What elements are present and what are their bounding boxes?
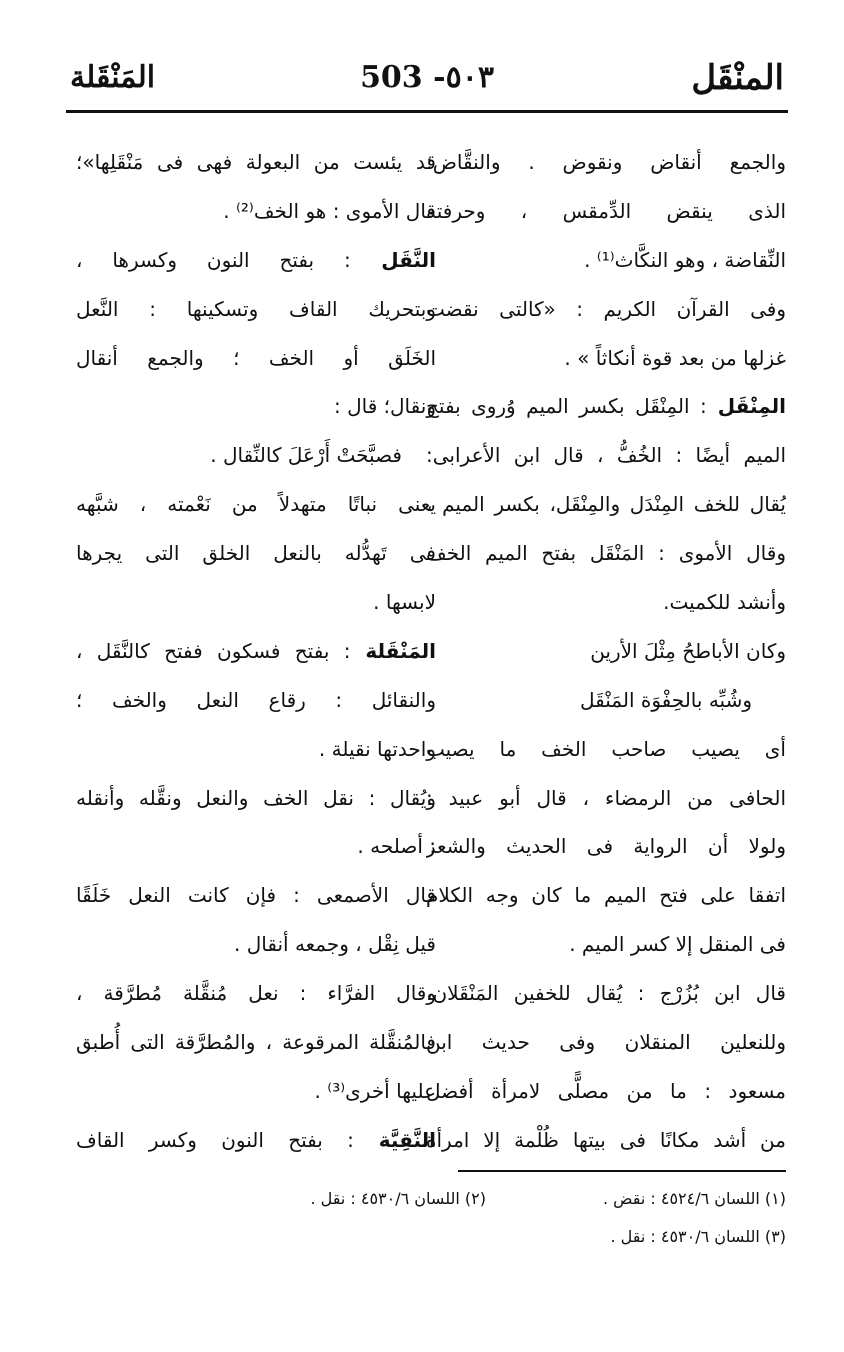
footnote-row bbox=[76, 1180, 786, 1218]
headword: النَّقِيَّة bbox=[353, 1127, 436, 1152]
footnote-row bbox=[76, 1218, 786, 1256]
text-line: فى تَهدُّله بالنعل الخلق التى يجرها bbox=[76, 541, 436, 566]
text-line: عليها أخرى⁽³⁾ . bbox=[314, 1078, 436, 1103]
text-line: يعنى نباتًا متهدلاً من نَعْمته ، شبَّهه bbox=[76, 492, 436, 517]
text-line: غزلها من بعد قوة أنكاثاً » . bbox=[564, 345, 786, 370]
verse-line: فصبَّحَتْ أَرْعَلَ كالنِّقال . bbox=[210, 443, 402, 468]
text-line: من أشد مكانًا فى بيتها ظُلْمة إلا امرأة bbox=[426, 1127, 786, 1152]
text-line: قد يئست من البعولة فهى فى مَنْقَلِها»؛ bbox=[76, 150, 436, 174]
page-number: 503 -٥٠٣ bbox=[360, 60, 494, 95]
footnote-1: (١) اللسان ٤٥٢٤/٦ : نقض . bbox=[602, 1189, 786, 1208]
text-line: فى المنقل إلا كسر الميم . bbox=[569, 932, 786, 957]
text-line: اتفقا على فتح الميم ما كان وجه الكلام bbox=[426, 883, 786, 908]
text-line: ونقال؛ قال : bbox=[334, 394, 436, 419]
text-line: وبتحريك القاف وتسكينها : النَّعل bbox=[76, 296, 436, 321]
text-line: ولولا أن الرواية فى الحديث والشعر bbox=[426, 834, 786, 859]
text-line: وقال الأموى : المَنْقَل بفتح الميم الخف bbox=[426, 541, 786, 566]
text-line: أى يصيب صاحب الخف ما يصيب bbox=[426, 736, 786, 761]
running-head-left: المَنْقَلة bbox=[70, 60, 156, 95]
entry-line: النَّقِيَّة : بفتح النون وكسر القاف bbox=[76, 1127, 436, 1152]
text-line: والنقائل : رقاع النعل والخف ؛ bbox=[76, 687, 436, 712]
footnote-2: (٢) اللسان ٤٥٣٠/٦ : نقل . bbox=[310, 1189, 486, 1208]
entry-line: النَّقَل : بفتح النون وكسرها ، bbox=[76, 247, 436, 272]
right-column bbox=[426, 138, 786, 1165]
entry-line: المِنْقَل : المِنْقَل بكسر الميم وُروى بفتح bbox=[426, 394, 786, 419]
text-line: وللنعلين المنقلان وفى حديث ابن bbox=[426, 1030, 786, 1055]
text-line: : أصلحه . bbox=[357, 834, 436, 859]
text-line: وفى القرآن الكريم : «كالتى نقضت bbox=[426, 296, 786, 321]
text-line: والجمع أنقاض ونقوض . والنقَّاض: bbox=[426, 150, 786, 174]
text-line: لابسها . bbox=[373, 590, 436, 615]
text-line: النِّقاضة ، وهو النكَّاث⁽¹⁾ . bbox=[584, 247, 786, 272]
text-line: الذى ينقض الدِّمقس ، وحرفته bbox=[426, 198, 786, 223]
text-line: وأنشد للكميت. bbox=[663, 590, 786, 615]
header-rule bbox=[66, 110, 788, 113]
text-line: الخَلَق أو الخف ؛ والجمع أنقال bbox=[76, 345, 436, 370]
page-header bbox=[70, 52, 784, 108]
text-line: الحافى من الرمضاء ، قال أبو عبيد : bbox=[426, 785, 786, 810]
text-line: الميم أيضًا : الخُفُّ ، قال ابن الأعرابى: bbox=[426, 443, 786, 468]
headword: المَنْقَلة bbox=[350, 638, 436, 663]
text-line: قال الأموى : هو الخف⁽²⁾ . bbox=[223, 198, 436, 223]
entry-line: المَنْقَلة : بفتح فسكون ففتح كالنَّقَل ، bbox=[76, 638, 436, 663]
text-line: وقال الفرَّاء : نعل مُنقَّلة مُطرَّقة ، bbox=[76, 981, 436, 1006]
text-line: قيل نِقْل ، وجمعه أنقال . bbox=[234, 932, 436, 957]
footnote-3: (٣) اللسان ٤٥٣٠/٦ : نقل . bbox=[610, 1227, 786, 1246]
text-line: مسعود : ما من مصلًّى لامرأة أفضل bbox=[426, 1078, 786, 1103]
text-line: ويُقال : نقل الخف والنعل ونقَّله وأنقله bbox=[76, 785, 436, 810]
headword: المِنْقَل bbox=[706, 394, 786, 419]
text-line: واحدتها نقيلة . bbox=[318, 736, 436, 761]
text-line: يُقال للخف المِنْدَل والمِنْقَل، بكسر الميم ، bbox=[426, 492, 786, 517]
text-line: قال الأصمعى : فإن كانت النعل خَلَقًا bbox=[76, 883, 436, 908]
left-column bbox=[76, 138, 436, 1165]
verse-line: وكان الأباطحُ مِثْلَ الأرين bbox=[590, 638, 786, 663]
text-line: قال ابن بُزُرْج : يُقال للخفين المَنْقَلان، bbox=[426, 981, 786, 1006]
footnotes bbox=[76, 1180, 786, 1256]
text-line: فالمُنقَّلة المرقوعة ، والمُطرَّقة التى أُطبق bbox=[76, 1030, 436, 1055]
verse-line: وشُبِّه بالحِفْوَة المَنْقَل bbox=[580, 687, 752, 712]
headword: النَّقَل bbox=[350, 247, 436, 272]
footnote-rule bbox=[458, 1170, 786, 1172]
running-head-right: المنْقَل bbox=[691, 58, 784, 98]
